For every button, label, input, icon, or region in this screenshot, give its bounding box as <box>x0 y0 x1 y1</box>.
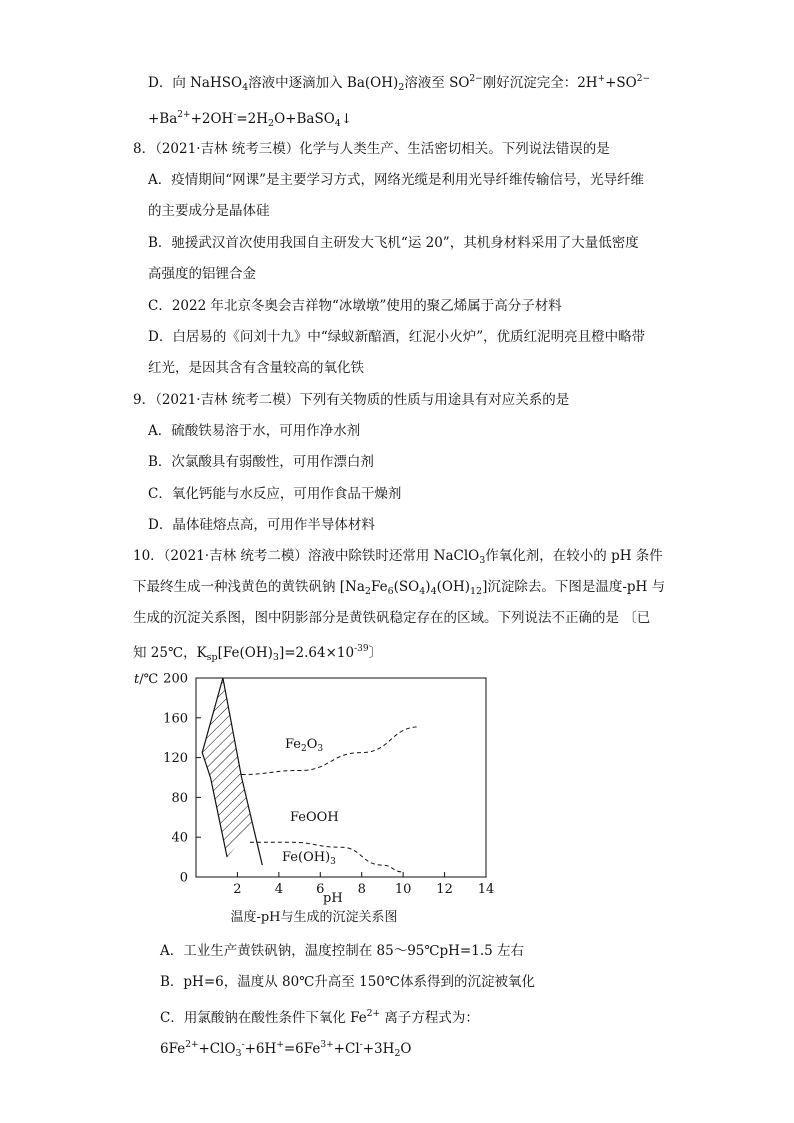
q8-option-b: B．驰援武汉首次使用我国自主研发大飞机“运 20”，其机身材料采用了大量低密度 <box>148 235 639 251</box>
q9-option-a: A．硫酸铁易溶于水，可用作净水剂 <box>148 423 361 439</box>
q9-option-b: B．次氯酸具有弱酸性，可用作漂白剂 <box>148 454 374 470</box>
x-tick-label: 4 <box>274 882 283 897</box>
q10-option-b: B．pH=6，温度从 80℃升高至 150℃体系得到的沉淀被氧化 <box>160 974 535 990</box>
y-tick-label: 200 <box>163 671 188 687</box>
q8-option-c: C．2022 年北京冬奥会吉祥物“冰墩墩”使用的聚乙烯属于高分子材料 <box>148 298 562 314</box>
q8-stem: 8．（2021·吉林 统考三模）化学与人类生产、生活密切相关。下列说法错误的是 <box>133 141 610 157</box>
q8-option-a-cont: 的主要成分是晶体硅 <box>148 203 270 219</box>
x-axis-label: pH <box>323 891 343 906</box>
region-label-feoh3: $Fe(OH)_3$ <box>282 850 336 867</box>
x-tick-label: 14 <box>477 882 495 897</box>
y-axis <box>163 672 201 886</box>
fe2o3-feooh-boundary <box>242 727 420 775</box>
diagram-caption: 温度-pH与生成的沉淀关系图 <box>230 910 398 925</box>
q8-option-b-cont: 高强度的铝锂合金 <box>148 266 256 282</box>
region-label-fe2o3: $Fe_2O_3$ <box>285 737 324 754</box>
x-tick-label: 8 <box>357 882 366 897</box>
q9-option-c: C．氧化钙能与水反应，可用作食品干燥剂 <box>148 486 402 502</box>
region-label-feooh: FeOOH <box>290 810 339 825</box>
x-tick-label: 2 <box>233 882 242 897</box>
y-tick-label: 0 <box>179 870 188 886</box>
q10-option-c: C．用氯酸钠在酸性条件下氧化 $Fe^{2+}$ 离子方程式为： <box>160 1009 479 1026</box>
q10-option-c-equation: $6Fe^{2+}+ClO_3^-+6H^+=6Fe^{3+}+Cl^-+3H_2O$ <box>160 1040 412 1059</box>
q10-stem-line1: 10．（2021·吉林 统考二模）溶液中除铁时还常用 NaClO$_3$作氧化剂，在较小的 pH 条件 <box>133 548 663 566</box>
q7-option-d: D．向 NaHSO$_4$溶液中逐滴加入 $Ba(OH)_2$溶液至 $SO^{2-}$刚好沉淀完全：$2H^++SO^{2-}$ <box>148 74 651 93</box>
y-axis-label: t/℃ <box>134 672 159 687</box>
diagram-svg <box>128 668 500 928</box>
y-tick-label: 120 <box>163 751 188 767</box>
x-tick-label: 6 <box>316 882 325 897</box>
x-axis <box>233 872 494 897</box>
q10-stem-line3: 生成的沉淀关系图，图中阴影部分是黄铁矾稳定存在的区域。下列说法不正确的是 〔已 <box>133 610 651 626</box>
x-tick-label: 12 <box>436 882 453 897</box>
q8-option-d-cont: 红光，是因其含有含量较高的氧化铁 <box>148 360 364 376</box>
q9-stem: 9．（2021·吉林 统考二模）下列有关物质的性质与用途具有对应关系的是 <box>133 392 570 408</box>
q10-option-a: A．工业生产黄铁矾钠，温度控制在 85～95℃pH=1.5 左右 <box>160 943 524 959</box>
y-tick-label: 40 <box>171 830 188 846</box>
y-tick-label: 80 <box>171 790 188 806</box>
q7-option-d-cont: $+Ba^{2+}+2OH^-=2H_2O+BaSO_4↓$ <box>148 110 353 129</box>
q8-option-a: A．疫情期间“网课”是主要学习方式，网络光缆是利用光导纤维传输信号，光导纤维 <box>148 172 645 188</box>
q9-option-d: D．晶体硅熔点高，可用作半导体材料 <box>148 517 375 533</box>
q10-stem-line4: 知 25℃，$K_{sp}[Fe(OH)_3]=2.64\times 10^{-39}$〕 <box>133 644 383 663</box>
x-tick-label: 10 <box>394 882 412 897</box>
temperature-ph-diagram <box>128 668 500 928</box>
q8-option-d: D．白居易的《问刘十九》中“绿蚁新醅酒，红泥小火炉”，优质红泥明亮且橙中略带 <box>148 329 646 345</box>
y-tick-label: 160 <box>163 711 188 727</box>
q10-stem-line2: 下最终生成一种浅黄色的黄铁矾钠 $[Na_2Fe_6(SO_4)_4(OH)_{12}]$沉淀除去。下图是温度-pH 与 <box>133 579 666 597</box>
